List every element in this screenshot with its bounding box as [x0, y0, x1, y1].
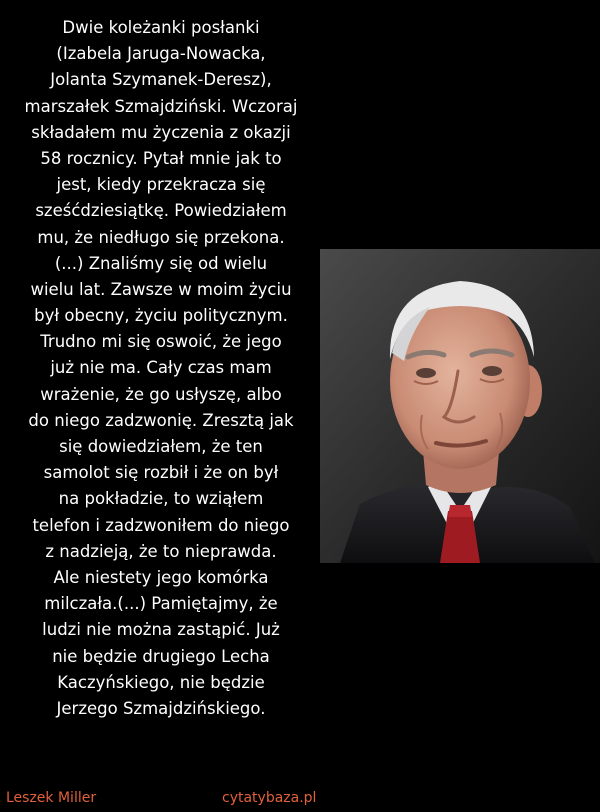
quote-line: był obecny, życiu politycznym.: [34, 306, 288, 326]
quote-line: do niego zadzwonię. Zresztą jak: [28, 410, 294, 430]
quote-text: [10, 15, 312, 722]
quote-line: już nie ma. Cały czas mam: [50, 358, 272, 378]
quote-line: 58 rocznicy. Pytał mnie jak to: [40, 148, 282, 168]
quote-line: telefon i zadzwoniłem do niego: [32, 515, 290, 535]
site-link[interactable]: cytatybaza.pl: [222, 790, 317, 806]
author-link[interactable]: Leszek Miller: [6, 790, 97, 806]
quote-line: milczała.(...) Pamiętajmy, że: [44, 594, 278, 614]
quote-line: na pokładzie, to wziąłem: [58, 489, 264, 509]
quote-line: Jerzego Szmajdzińskiego.: [56, 698, 266, 718]
author-portrait: [320, 249, 600, 563]
quote-line: wrażenie, że go usłyszę, albo: [40, 384, 282, 404]
quote-line: samolot się rozbił i że on był: [43, 463, 279, 483]
quote-line: ludzi nie można zastąpić. Już: [42, 620, 280, 640]
quote-line: składałem mu życzenia z okazji: [31, 122, 291, 142]
quote-line: Ale niestety jego komórka: [53, 567, 269, 587]
quote-line: z nadzieją, że to nieprawda.: [45, 541, 277, 561]
quote-line: jest, kiedy przekracza się: [56, 175, 266, 195]
quote-line: się dowiedziałem, że ten: [59, 437, 263, 456]
quote-line: (...) Znaliśmy się od wielu: [54, 253, 268, 273]
author-portrait-illustration: [320, 249, 600, 563]
quote-line: sześćdziesiątkę. Powiedziałem: [35, 201, 287, 221]
quote-line: mu, że niedługo się przekona.: [37, 227, 285, 247]
quote-line: (Izabela Jaruga-Nowacka,: [56, 44, 266, 64]
quote-line: Trudno mi się oswoić, że jego: [40, 332, 282, 352]
quote-line: Jolanta Szymanek-Deresz),: [50, 70, 272, 90]
quote-line: Dwie koleżanki posłanki: [62, 18, 260, 37]
quote-line: wielu lat. Zawsze w moim życiu: [30, 279, 292, 299]
quote-line: Kaczyńskiego, nie będzie: [57, 672, 265, 692]
quote-line: nie będzie drugiego Lecha: [52, 646, 270, 666]
quote-line: marszałek Szmajdziński. Wczoraj: [24, 96, 298, 116]
